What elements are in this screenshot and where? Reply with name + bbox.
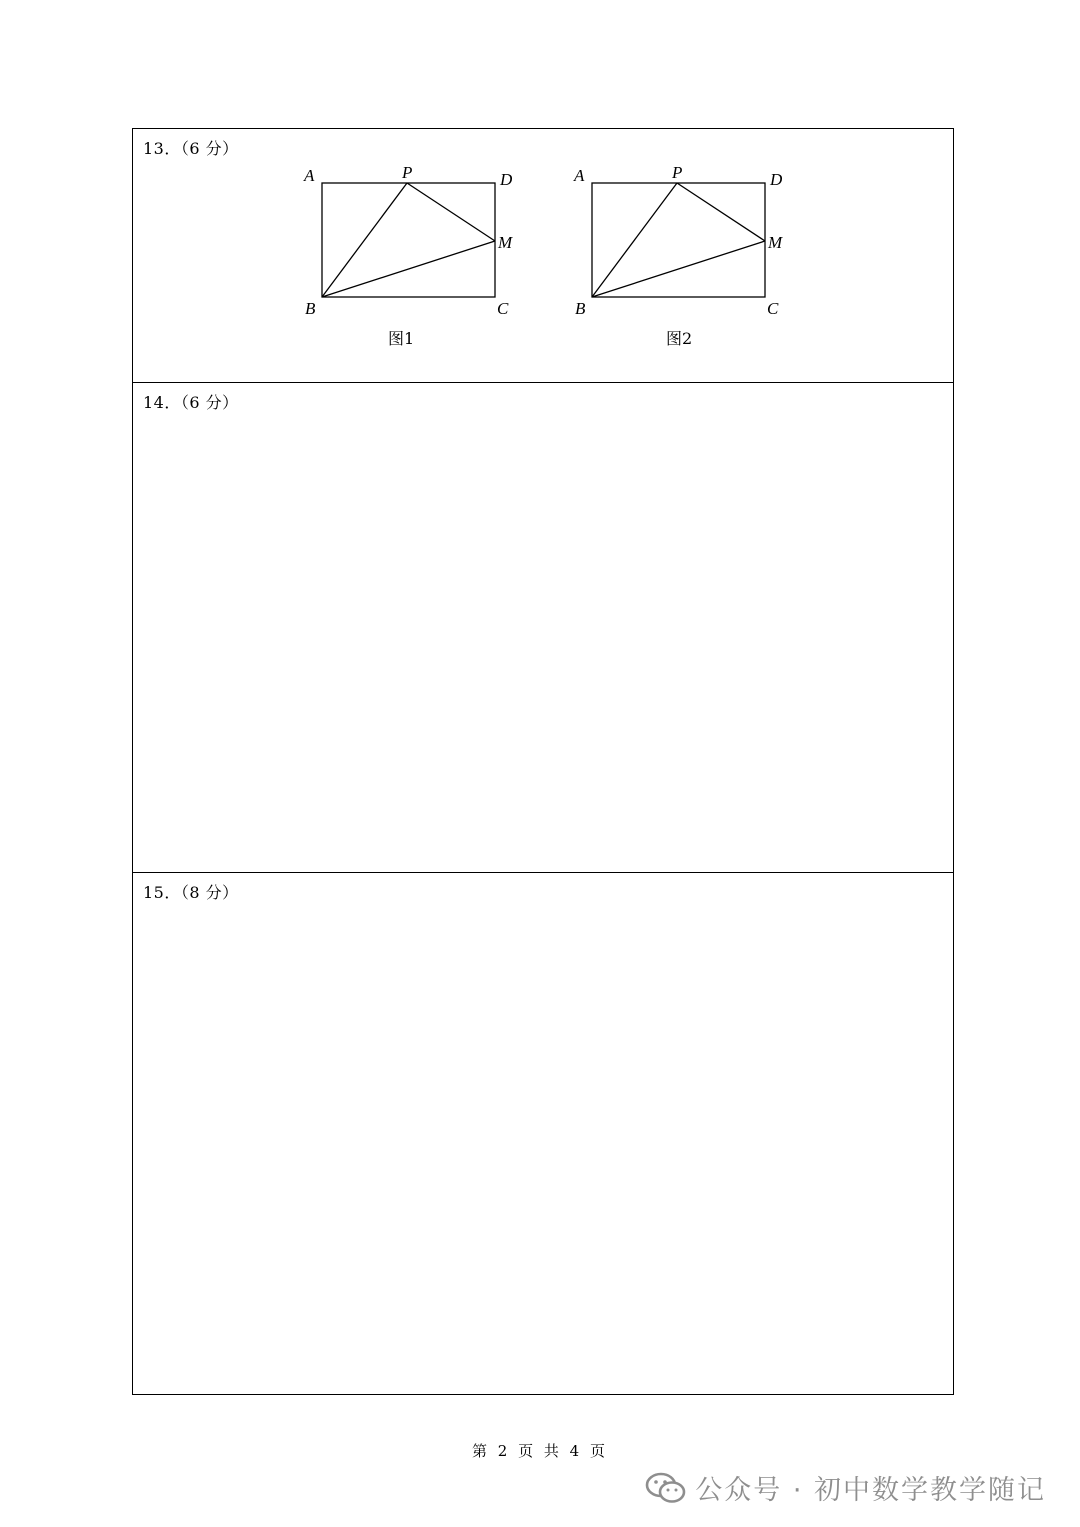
- question-14-label: 14．（6 分）: [143, 393, 239, 412]
- figure-2: [568, 159, 808, 363]
- figure-1-diagram: [298, 159, 538, 359]
- segment-bp: [592, 183, 677, 297]
- point-a-label: A: [574, 166, 585, 185]
- point-b-label: B: [305, 299, 316, 318]
- figure-1: [298, 159, 538, 363]
- point-a-label: A: [304, 166, 315, 185]
- page-number: 第 2 页 共 4 页: [472, 1442, 608, 1460]
- figure-2-caption: 图2: [666, 329, 693, 348]
- page-footer: [0, 1440, 1080, 1461]
- segment-pm: [677, 183, 765, 241]
- answer-sheet: [132, 128, 954, 1395]
- figure-1-caption: 图1: [388, 329, 415, 348]
- watermark: [645, 1468, 1046, 1507]
- wechat-icon: [645, 1471, 687, 1505]
- point-d-label: D: [770, 170, 783, 189]
- question-13-box: [133, 129, 953, 382]
- rectangle-abcd: [592, 183, 765, 297]
- point-b-label: B: [575, 299, 586, 318]
- segment-bm: [592, 241, 765, 297]
- watermark-text: 公众号 · 初中数学教学随记: [695, 1475, 1046, 1506]
- figure-2-diagram: [568, 159, 808, 359]
- question-15-label: 15．（8 分）: [143, 883, 239, 902]
- point-c-label: C: [497, 299, 509, 318]
- point-p-label: P: [672, 163, 683, 182]
- point-c-label: C: [767, 299, 779, 318]
- question-13-label: 13．（6 分）: [143, 139, 239, 158]
- segment-pm: [407, 183, 495, 241]
- point-d-label: D: [500, 170, 513, 189]
- segment-bm: [322, 241, 495, 297]
- point-m-label: M: [498, 233, 513, 252]
- point-m-label: M: [768, 233, 783, 252]
- question-14-box: [133, 382, 953, 872]
- question-15-box: [133, 872, 953, 1394]
- point-p-label: P: [402, 163, 413, 182]
- rectangle-abcd: [322, 183, 495, 297]
- segment-bp: [322, 183, 407, 297]
